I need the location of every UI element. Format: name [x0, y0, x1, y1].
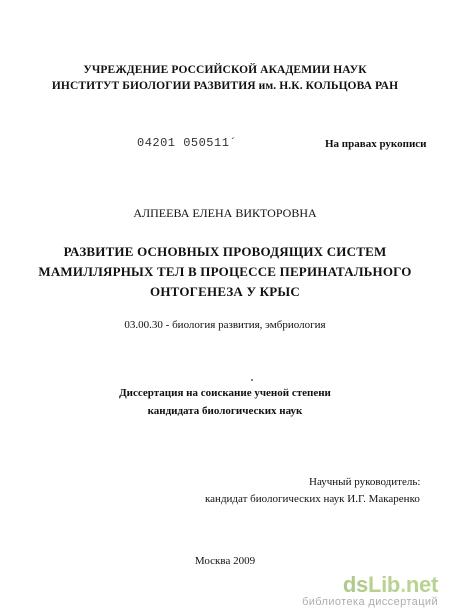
watermark-subtitle: библиотека диссертаций	[302, 596, 438, 608]
speck	[251, 379, 253, 381]
dissertation-line-2: кандидата биологических наук	[147, 405, 303, 417]
institution-line-2: ИНСТИТУТ БИОЛОГИИ РАЗВИТИЯ им. Н.К. КОЛЬЦОВА РАН	[51, 80, 399, 92]
thesis-title-line-2: МАМИЛЛЯРНЫХ ТЕЛ В ПРОЦЕССЕ ПЕРИНАТАЛЬНОГО	[38, 264, 412, 279]
watermark-dot: .	[400, 572, 406, 597]
thesis-title-line-1: РАЗВИТИЕ ОСНОВНЫХ ПРОВОДЯЩИХ СИСТЕМ	[63, 244, 387, 259]
watermark-lib: Lib	[367, 572, 401, 597]
archive-stamp-number: 04201 050511´	[137, 136, 238, 150]
supervisor-label: Научный руководитель:	[309, 476, 421, 488]
author-name: АЛПЕЕВА ЕЛЕНА ВИКТОРОВНА	[133, 206, 317, 220]
thesis-title-line-3: ОНТОГЕНЕЗА У КРЫС	[150, 284, 300, 299]
institution-line-1: УЧРЕЖДЕНИЕ РОССИЙСКОЙ АКАДЕМИИ НАУК	[83, 64, 367, 76]
watermark-logo	[302, 574, 438, 609]
watermark-brand	[302, 574, 438, 596]
watermark-ds: ds	[342, 572, 368, 597]
watermark-net: net	[405, 572, 438, 597]
supervisor-name: кандидат биологических наук И.Г. Макаренко	[205, 493, 420, 505]
city-year: Москва 2009	[194, 555, 256, 567]
rights-note: На правах рукописи	[325, 138, 427, 150]
dissertation-line-1: Диссертация на соискание ученой степени	[119, 387, 331, 399]
specialty-code: 03.00.30 - биология развития, эмбриология	[124, 319, 326, 331]
